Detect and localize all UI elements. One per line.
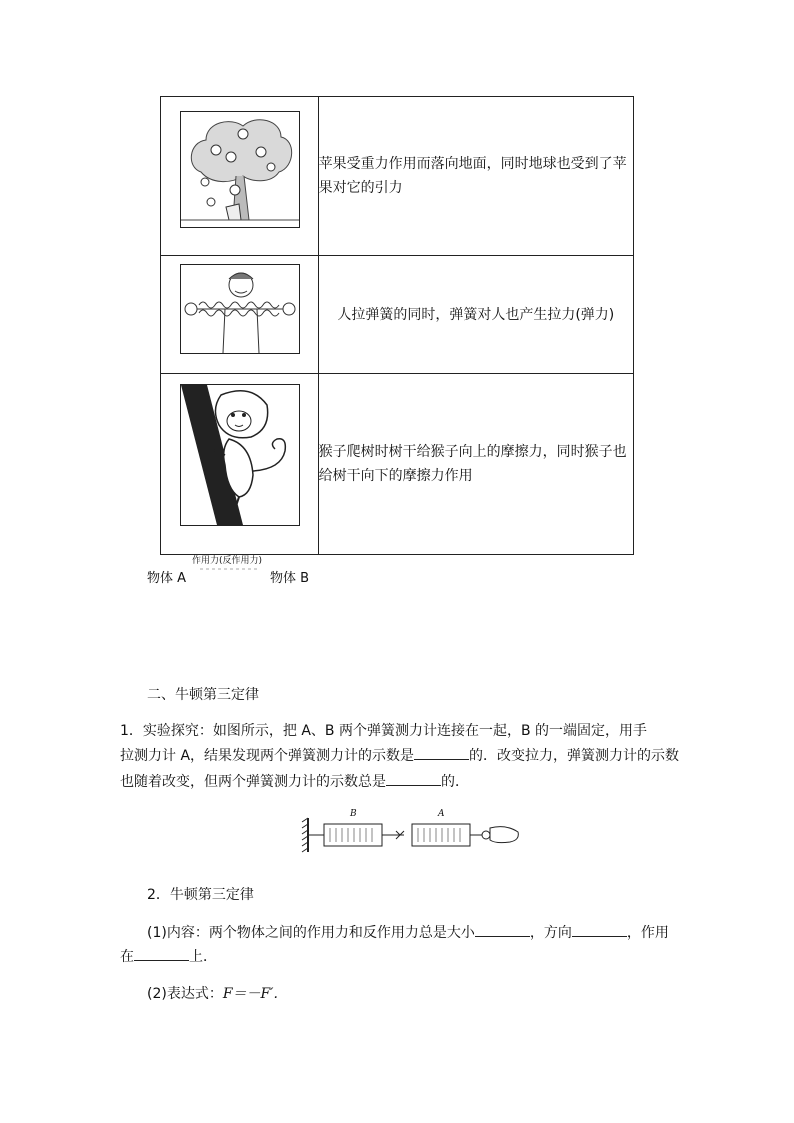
fill-blank[interactable] bbox=[475, 922, 530, 937]
item1-text: 拉测力计 A，结果发现两个弹簧测力计的示数是 bbox=[120, 748, 415, 764]
table-text-cell: 苹果受重力作用而落向地面，同时地球也受到了苹果对它的引力 bbox=[318, 97, 633, 256]
table-image-cell bbox=[161, 256, 319, 374]
item1-line3 bbox=[120, 770, 469, 794]
fill-blank[interactable] bbox=[572, 922, 627, 937]
force-pair-label: 作用力(反作用力) bbox=[192, 556, 263, 566]
apple-tree-illustration bbox=[180, 111, 300, 228]
content-line bbox=[147, 921, 669, 945]
content-text: 在 bbox=[120, 949, 134, 965]
man-pulling-spring-illustration bbox=[180, 264, 300, 354]
item1-line1: 1．实验探究：如图所示，把 A、B 两个弹簧测力计连接在一起，B 的一端固定，用手 bbox=[120, 723, 648, 739]
section-heading: 二、牛顿第三定律 bbox=[147, 687, 259, 703]
monkey-icon bbox=[181, 385, 299, 525]
item1-text: 的．改变拉力，弹簧测力计的示数 bbox=[469, 748, 680, 764]
object-b-label: 物体 B bbox=[270, 571, 310, 586]
formula-expression: F＝－F′. bbox=[222, 986, 278, 1002]
object-a-label: 物体 A bbox=[147, 571, 187, 586]
fill-blank[interactable] bbox=[414, 745, 469, 760]
table-row bbox=[161, 374, 634, 555]
monkey-climbing-tree-illustration bbox=[180, 384, 300, 526]
item1-line2 bbox=[120, 744, 679, 768]
content-text: (1)内容：两个物体之间的作用力和反作用力总是大小 bbox=[147, 925, 475, 941]
content-text: ，方向 bbox=[529, 925, 572, 941]
formula-prefix: (2)表达式： bbox=[147, 986, 223, 1002]
fill-blank[interactable] bbox=[386, 771, 441, 786]
table-text-cell: 猴子爬树时树干给猴子向上的摩擦力，同时猴子也给树干向下的摩擦力作用 bbox=[318, 374, 633, 555]
table-text-cell: 人拉弹簧的同时，弹簧对人也产生拉力(弹力) bbox=[318, 256, 633, 374]
spring-man-icon bbox=[181, 265, 299, 353]
fill-blank[interactable] bbox=[134, 946, 189, 961]
table-row bbox=[161, 97, 634, 256]
table-image-cell bbox=[161, 374, 319, 555]
spring-scale-icon bbox=[300, 812, 522, 858]
item1-text: 也随着改变，但两个弹簧测力计的示数总是 bbox=[120, 774, 386, 790]
content-line-2 bbox=[120, 945, 217, 969]
item2-heading: 2．牛顿第三定律 bbox=[147, 887, 254, 903]
example-table bbox=[160, 96, 634, 555]
table-image-cell bbox=[161, 97, 319, 256]
scale-a-label: A bbox=[438, 809, 445, 819]
item1-text: 的． bbox=[441, 774, 469, 790]
content-text: ，作用 bbox=[626, 925, 669, 941]
spring-scales-figure bbox=[300, 809, 522, 858]
content-text: 上． bbox=[189, 949, 217, 965]
formula-line bbox=[147, 982, 278, 1006]
apple-tree-icon bbox=[181, 112, 299, 227]
double-arrow-icon bbox=[196, 565, 264, 573]
scale-b-label: B bbox=[350, 809, 357, 819]
table-row bbox=[161, 256, 634, 374]
